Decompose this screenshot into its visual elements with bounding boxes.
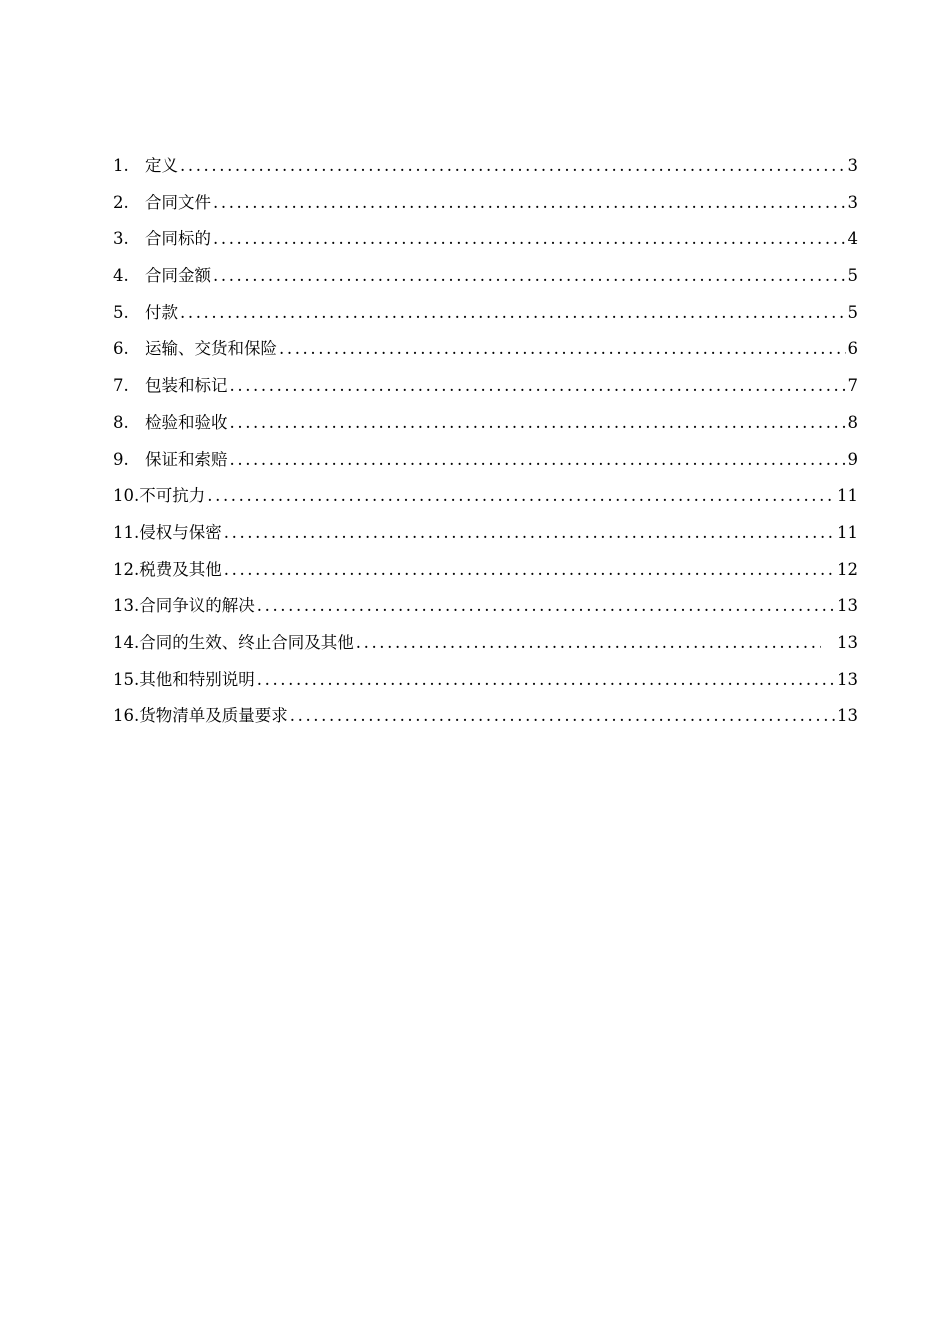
toc-entry-title: 合同文件 — [145, 192, 211, 212]
toc-entry-number: 12. — [113, 559, 140, 579]
toc-entry-title: 检验和验收 — [145, 412, 228, 432]
toc-dot-leader — [207, 478, 835, 515]
toc-entry-title: 运输、交货和保险 — [145, 339, 277, 359]
toc-entry-page: 9 — [847, 449, 858, 469]
toc-entry-number: 7. — [113, 376, 129, 396]
toc-dot-leader — [290, 698, 835, 735]
toc-entry-page: 5 — [847, 266, 858, 286]
toc-dot-leader — [230, 442, 846, 479]
toc-entry-title: 其他和特别说明 — [139, 669, 255, 689]
toc-entry-number: 10. — [113, 486, 140, 506]
toc-entry-page: 13 — [837, 669, 858, 689]
toc-entry-13[interactable] — [113, 588, 858, 625]
toc-entry-title: 侵权与保密 — [139, 522, 222, 542]
toc-entry-4[interactable] — [113, 258, 858, 295]
toc-dot-leader — [356, 625, 821, 662]
toc-entry-page: 5 — [847, 302, 858, 322]
toc-dot-leader — [213, 185, 846, 222]
toc-entry-title: 不可抗力 — [139, 486, 206, 506]
toc-entry-page: 3 — [847, 192, 858, 212]
toc-entry-number: 16. — [113, 706, 140, 726]
toc-entry-10[interactable] — [113, 478, 858, 515]
toc-entry-title: 税费及其他 — [139, 559, 222, 579]
toc-dot-leader — [257, 662, 835, 699]
toc-entry-title: 合同标的 — [145, 229, 211, 249]
toc-entry-page: 11 — [837, 486, 858, 506]
toc-entry-14[interactable] — [113, 625, 858, 662]
toc-entry-number: 2. — [113, 192, 129, 212]
toc-entry-title: 包装和标记 — [145, 376, 228, 396]
toc-entry-number: 14. — [113, 632, 140, 652]
toc-entry-title: 定义 — [145, 156, 178, 175]
toc-dot-leader — [279, 331, 846, 368]
toc-entry-7[interactable] — [113, 368, 858, 405]
toc-entry-number: 8. — [113, 412, 129, 432]
toc-entry-2[interactable] — [113, 185, 858, 222]
toc-dot-leader — [224, 552, 835, 589]
toc-dot-leader — [213, 258, 846, 295]
toc-entry-number: 1. — [113, 156, 129, 175]
toc-entry-number: 4. — [113, 266, 129, 286]
toc-entry-title: 合同的生效、终止合同及其他 — [139, 632, 354, 652]
toc-entry-page: 13 — [837, 706, 858, 726]
toc-dot-leader — [213, 221, 846, 258]
toc-entry-number: 5. — [113, 302, 129, 322]
toc-dot-leader — [230, 368, 846, 405]
toc-entry-number: 13. — [113, 596, 140, 616]
toc-entry-number: 6. — [113, 339, 129, 359]
toc-entry-3[interactable] — [113, 221, 858, 258]
toc-entry-page: 7 — [847, 376, 858, 396]
toc-entry-page: 8 — [847, 412, 858, 432]
toc-entry-1[interactable] — [113, 148, 858, 185]
toc-entry-page: 4 — [847, 229, 858, 249]
toc-entry-8[interactable] — [113, 405, 858, 442]
toc-entry-title: 付款 — [145, 302, 178, 322]
toc-entry-number: 15. — [113, 669, 140, 689]
toc-entry-number: 3. — [113, 229, 129, 249]
toc-entry-page: 6 — [847, 339, 858, 359]
toc-entry-9[interactable] — [113, 442, 858, 479]
toc-entry-page: 13 — [837, 596, 858, 616]
toc-entry-page: 3 — [847, 156, 858, 175]
toc-dot-leader — [257, 588, 835, 625]
toc-dot-leader — [180, 295, 846, 332]
toc-entry-page: 11 — [837, 522, 858, 542]
toc-entry-11[interactable] — [113, 515, 858, 552]
toc-entry-12[interactable] — [113, 552, 858, 589]
toc-entry-title: 保证和索赔 — [145, 449, 228, 469]
toc-entry-15[interactable] — [113, 662, 858, 699]
toc-entry-page: 13 — [837, 632, 858, 652]
toc-entry-16[interactable] — [113, 698, 858, 735]
toc-entry-title: 合同金额 — [145, 266, 211, 286]
toc-dot-leader — [230, 405, 846, 442]
table-of-contents — [113, 148, 858, 735]
toc-entry-5[interactable] — [113, 295, 858, 332]
toc-entry-number: 9. — [113, 449, 129, 469]
toc-dot-leader — [180, 148, 846, 185]
toc-entry-page: 12 — [837, 559, 858, 579]
toc-entry-number: 11. — [113, 522, 140, 542]
toc-entry-title: 货物清单及质量要求 — [139, 706, 288, 726]
toc-dot-leader — [224, 515, 835, 552]
toc-entry-6[interactable] — [113, 331, 858, 368]
toc-entry-title: 合同争议的解决 — [139, 596, 255, 616]
